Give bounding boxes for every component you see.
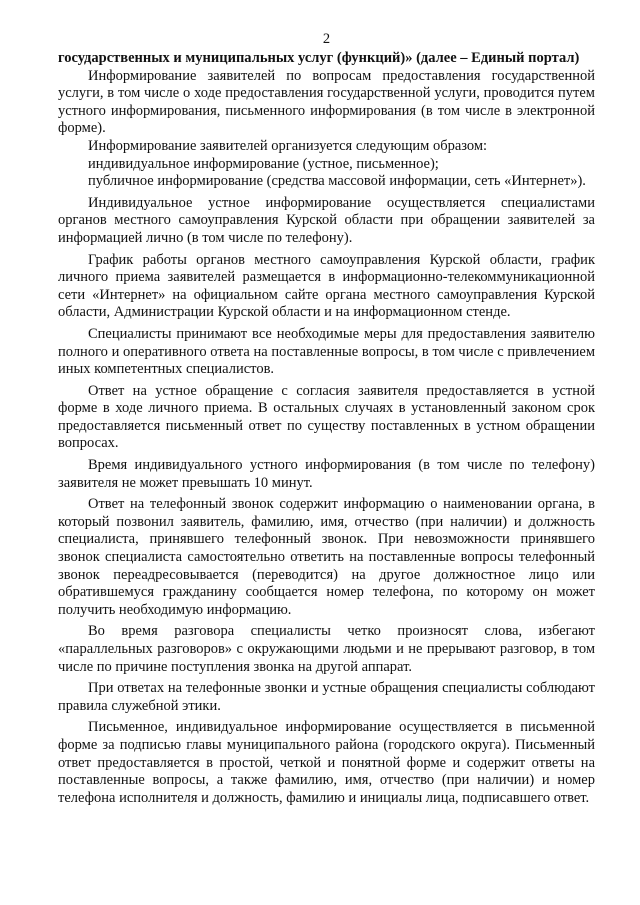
document-page: [58, 30, 595, 807]
paragraph: Ответ на устное обращение с согласия заявителя предоставляется в устной форме в ходе личного приема. В остальных случаях в установленный законом срок предоставляется письменный ответ по существу поставленных в устном обращении вопросах.: [58, 382, 595, 452]
paragraph: Информирование заявителей по вопросам предоставления государственной услуги, в том числе о ходе предоставления государственной услуги, проводится путем устного информирования, письменного информирования (в том числе в электронной форме).: [58, 67, 595, 137]
paragraph: График работы органов местного самоуправления Курской области, график личного приема заявителей размещается в информационно-телекоммуникационной сети «Интернет» на официальном сайте органа местного самоуправления Курской области, Администрации Курской области и на информационном стенде.: [58, 251, 595, 321]
paragraph: Индивидуальное устное информирование осуществляется специалистами органов местного самоуправления Курской области при обращении заявителей за информацией лично (в том числе по телефону).: [58, 194, 595, 246]
paragraph: Время индивидуального устного информирования (в том числе по телефону) заявителя не может превышать 10 минут.: [58, 457, 595, 491]
page-number: 2: [322, 31, 331, 47]
paragraph: Ответ на телефонный звонок содержит информацию о наименовании органа, в который позвонил заявитель, фамилию, имя, отчество (при наличии) и должность специалиста, принявшего телефонный звонок. При невозможности принявшего звонок специалиста самостоятельно ответить на поставленные вопросы телефонный звонок переадресовывается (переводится) на другое должностное лицо или обратившемуся гражданину сообщается номер телефона, по которому он может получить необходимую информацию.: [58, 496, 595, 618]
paragraph: При ответах на телефонные звонки и устные обращения специалисты соблюдают правила служебной этики.: [58, 680, 595, 714]
paragraph: Письменное, индивидуальное информирование осуществляется в письменной форме за подписью главы муниципального района (городского округа). Письменный ответ предоставляется в простой, четкой и понятной форме и содержит ответы на поставленные вопросы, а также фамилию, имя, отчество (при наличии) и номер телефона исполнителя и должность, фамилию и инициалы лица, подписавшего ответ.: [58, 719, 595, 806]
paragraph: Информирование заявителей организуется следующим образом:: [88, 137, 488, 154]
paragraph: индивидуальное информирование (устное, письменное);: [88, 155, 439, 172]
heading-continuation: государственных и муниципальных услуг (функций)» (далее – Единый портал): [58, 50, 580, 66]
paragraph: Во время разговора специалисты четко произносят слова, избегают «параллельных разговоров» с окружающими людьми и не прерывают разговор, в том числе по причине поступления звонка на другой аппарат.: [58, 623, 595, 675]
paragraph: публичное информирование (средства массовой информации, сеть «Интернет»).: [88, 173, 586, 190]
paragraph: Специалисты принимают все необходимые меры для предоставления заявителю полного и оперативного ответа на поставленные вопросы, в том числе с привлечением иных компетентных специалистов.: [58, 325, 595, 378]
